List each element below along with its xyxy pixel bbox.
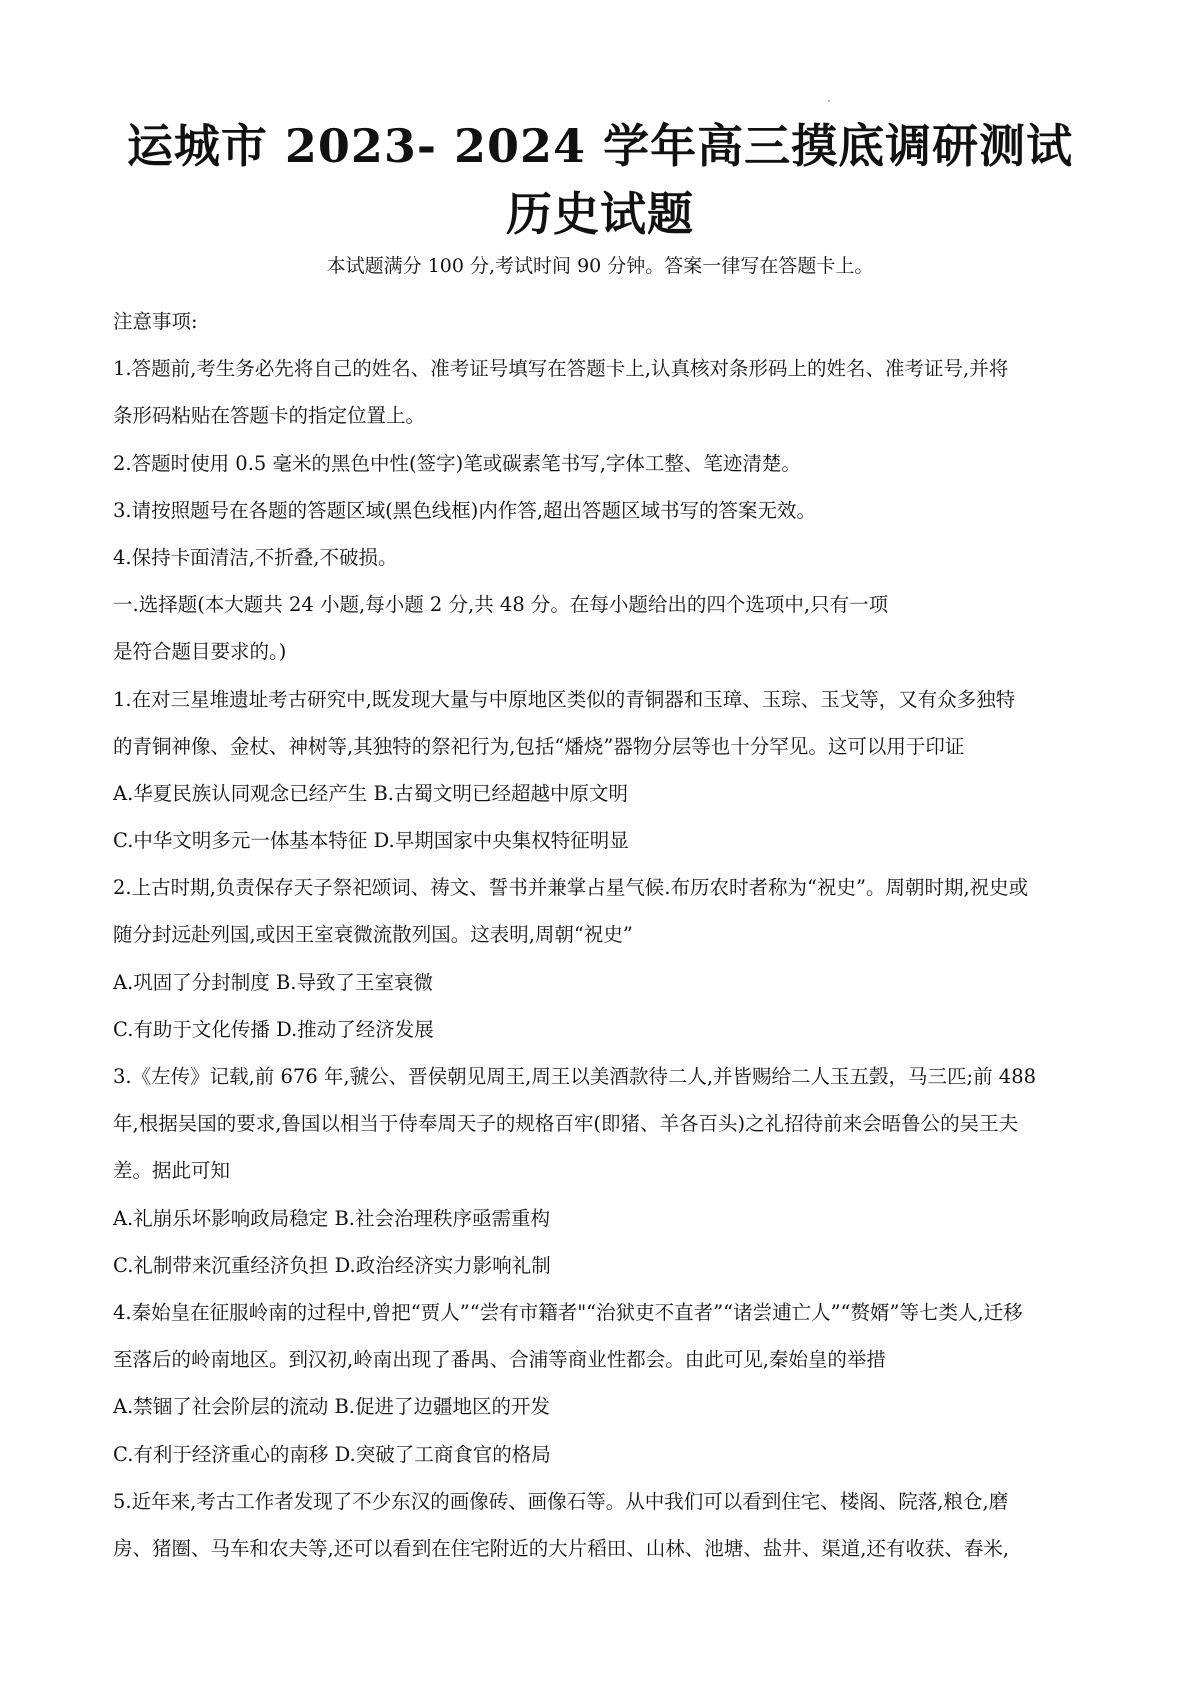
question-2-options-ab: A.巩固了分封制度 B.导致了王室衰微 [113,970,434,994]
question-4-options-ab: A.禁锢了社会阶层的流动 B.促进了边疆地区的开发 [113,1395,551,1419]
section-heading: 一.选择题(本大题共 24 小题,每小题 2 分,共 48 分。在每小题给出的四个选项中,只有一项 [113,593,889,617]
question-5-stem: 5.近年来,考古工作者发现了不少东汉的画像砖、画像石等。从中我们可以看到住宅、楼阁、院落,粮仓,磨 [113,1489,1009,1513]
question-3-stem-cont: 年,根据吴国的要求,鲁国以相当于侍奉周天子的规格百牢(即猪、羊各百头)之礼招待前来会晤鲁公的吴王夫 [113,1112,1019,1136]
notice-heading: 注意事项: [113,310,198,333]
notice-item-1: 1.答题前,考生务必先将自己的姓名、准考证号填写在答题卡上,认真核对条形码上的姓名、准考证号,并将 [113,357,1009,381]
question-2-stem-cont: 随分封远赴列国,或因王室衰微流散列国。这表明,周朝“祝史” [113,923,633,947]
question-3-stem-end: 差。据此可知 [113,1159,231,1183]
question-4-stem: 4.秦始皇在征服岭南的过程中,曾把“贾人”“尝有市籍者"“治狱吏不直者”“诸尝逋亡人”“赘婿”等七类人,迁移 [113,1300,1023,1324]
notice-item-3: 3.请按照题号在各题的答题区域(黑色线框)内作答,超出答题区域书写的答案无效。 [113,498,817,522]
question-3-stem: 3.《左传》记载,前 676 年,虢公、晋侯朝见周王,周王以美酒款待二人,并皆赐给二人玉五瑴，马三匹;前 488 [113,1065,1037,1088]
section-heading-cont: 是符合题目要求的。) [113,640,287,664]
question-4-stem-cont: 至落后的岭南地区。到汉初,岭南出现了番禺、合浦等商业性都会。由此可见,秦始皇的举措 [113,1348,886,1372]
exam-subtitle: 历史试题 [506,187,694,241]
exam-title: 运城市 2023- 2024 学年高三摸底调研测试 [126,119,1074,173]
notice-item-2: 2.答题时使用 0.5 毫米的黑色中性(签字)笔或碳素笔书写,字体工整、笔迹清楚。 [113,451,801,475]
question-5-stem-cont: 房、猪圈、马车和农夫等,还可以看到在住宅附近的大片稻田、山林、池塘、盐井、渠道,还有收获、舂米, [113,1536,1010,1560]
exam-body [113,298,1098,1572]
question-1-stem: 1.在对三星堆遗址考古研究中,既发现大量与中原地区类似的青铜器和玉璋、玉琮、玉戈等，又有众多独特 [113,687,1016,711]
question-1-options-cd: C.中华文明多元一体基本特征 D.早期国家中央集权特征明显 [113,829,629,853]
notice-item-4: 4.保持卡面清洁,不折叠,不破损。 [113,545,398,569]
question-1-stem-cont: 的青铜神像、金杖、神树等,其独特的祭祀行为,包括“燔烧”器物分层等也十分罕见。这可以用于印证 [113,734,965,758]
question-1-options-ab: A.华夏民族认同观念已经产生 B.古蜀文明已经超越中原文明 [113,781,629,805]
exam-intro: 本试题满分 100 分,考试时间 90 分钟。答案一律写在答题卡上。 [326,255,874,277]
question-4-options-cd: C.有利于经济重心的南移 D.突破了工商食官的格局 [113,1442,551,1466]
question-2-stem: 2.上古时期,负责保存天子祭祀颂词、祷文、誓书并兼掌占星气候.布历农时者称为“祝史”。周朝时期,祝史或 [113,876,1029,900]
question-3-options-ab: A.礼崩乐坏影响政局稳定 B.社会治理秩序亟需重构 [113,1206,551,1230]
question-3-options-cd: C.礼制带来沉重经济负担 D.政治经济实力影响礼制 [113,1253,551,1277]
scan-speck [828,100,830,102]
question-2-options-cd: C.有助于文化传播 D.推动了经济发展 [113,1017,434,1041]
notice-item-1-cont: 条形码粘贴在答题卡的指定位置上。 [113,404,426,428]
